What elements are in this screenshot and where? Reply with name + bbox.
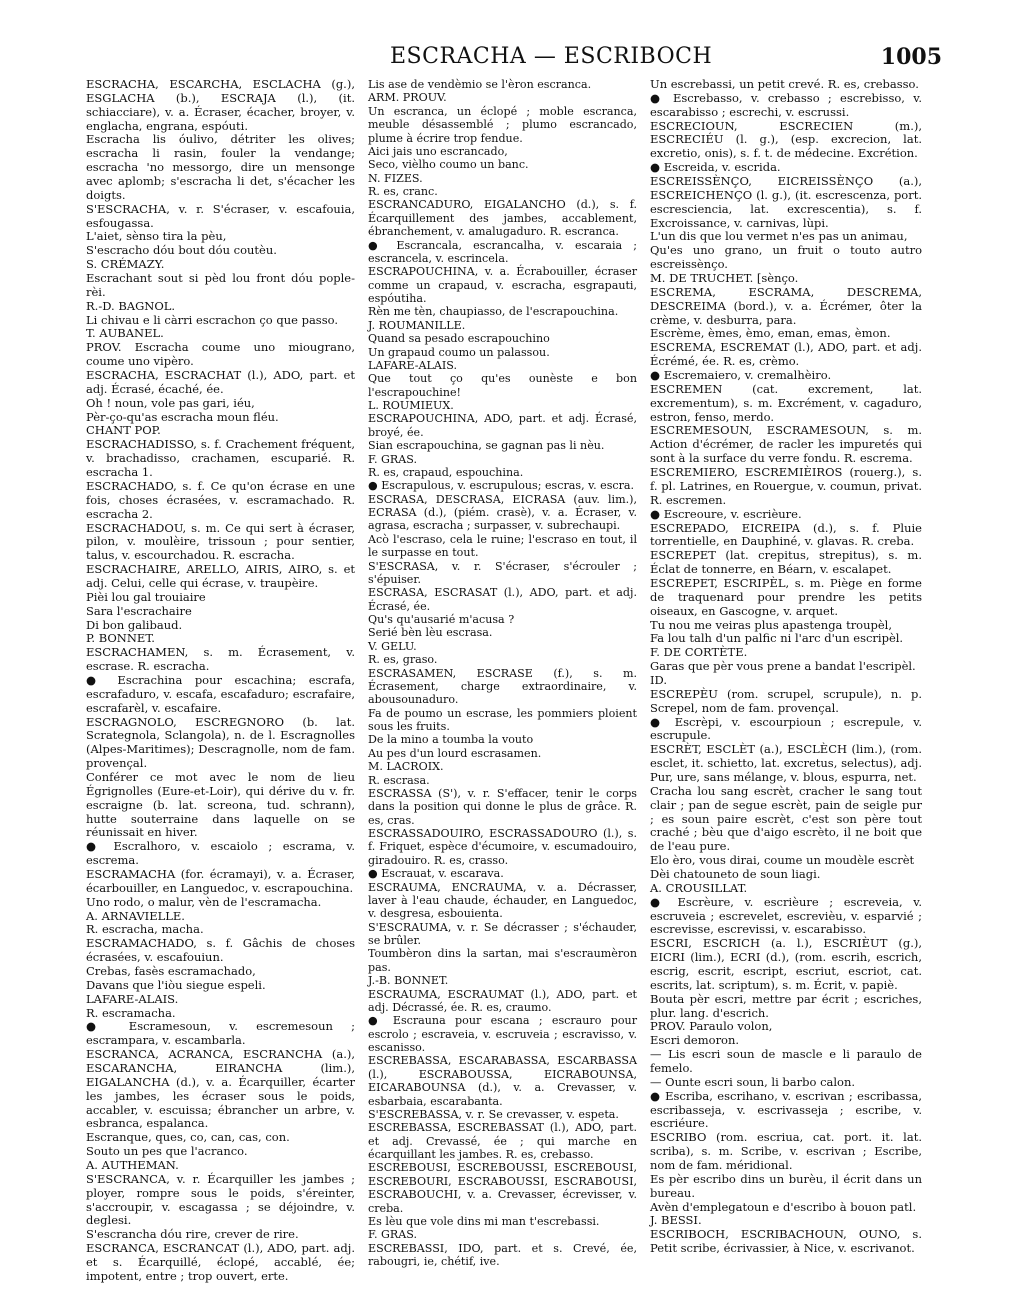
column-right <box>650 78 922 1256</box>
column-middle <box>368 78 637 1268</box>
page-header <box>0 40 1024 80</box>
running-title: ESCRACHA — ESCRIBOCH <box>390 44 713 69</box>
column-text: Lis ase de vendèmio se l'èron escranca. ARM. PROUV. Un escranca, un éclopé ; moble escranca, meuble désassemblé ; plumo escrancado, plume à écrire trop fendue. Aici jais uno escrancado, Seco, vièlho coumo un banc. N. FIZES. R. es, cranc. ESCRANCADURO, EIGALANCHO (d.), s. f. Écarquillement des jambes, accablement, ébranchement, v. amalugaduro. R. escranca. ● Escrancala, escrancalha, v. escaraia ; escrancela, v. escrincela. ESCRAPOUCHINA, v. a. Écrabouiller, écraser comme un crapaud, v. escracha, esgrapauti, espóutiha. Rèn me tèn, chaupiasso, de l'escrapouchina. J. ROUMANILLE. Quand sa pesado escrapouchino Un grapaud coumo un palassou. LAFARE-ALAIS. Que tout ço qu'es ounèste e bon l'escrapouchine! L. ROUMIEUX. ESCRAPOUCHINA, ADO, part. et adj. Écrasé, broyé, ée. Sian escrapouchina, se gagnan pas li nèu. F. GRAS. R. es, crapaud, espouchina. ● Escrapulous, v. escrupulous; escras, v. escra. ESCRASA, DESCRASA, EICRASA (auv. lim.), ECRASA (d.), (piém. crasè), v. a. Écraser, v. agrasa, escracha ; surpasser, v. subrechaupi. Acò l'escraso, cela le ruine; l'escraso en tout, il le surpasse en tout. S'ESCRASA, v. r. S'écraser, s'écrouler ; s'épuiser. ESCRASA, ESCRASAT (l.), ADO, part. et adj. Écrasé, ée. Qu's qu'ausarié m'acusa ? Serié bèn lèu escrasa. V. GELU. R. es, graso. ESCRASAMEN, ESCRASE (f.), s. m. Écrasement, charge extraordinaire, v. abousounaduro. Fa de poumo un escrase, les pommiers ploient sous les fruits. De la mino a toumba la vouto Au pes d'un lourd escrasamen. M. LACROIX. R. escrasa. ESCRASSA (S'), v. r. S'effacer, tenir le corps dans la position qui donne le plus de grâce. R. es, cras. ESCRASSADOUIRO, ESCRASSADOURO (l.), s. f. Friquet, espèce d'écumoire, v. escumadouiro, giradouiro. R. es, crasso. ● Escrauat, v. escarava. ESCRAUMA, ENCRAUMA, v. a. Décrasser, laver à l'eau chaude, échauder, en Languedoc, v. desgresa, esbouienta. S'ESCRAUMA, v. r. Se décrasser ; s'échauder, se brûler. Toumbèron dins la sartan, mai s'escraumèron pas. J.-B. BONNET. ESCRAUMA, ESCRAUMAT (l.), ADO, part. et adj. Décrassé, ée. R. es, craumo. ● Escrauna pour escana ; escrauro pour escrolo ; escraveia, v. escruveia ; escravisso, v. escanisso. ESCREBASSA, ESCARABASSA, ESCARBASSA (l.), ESCRABOUSSA, EICRABOUNSA, EICARABOUNSA (d.), v. a. Crevasser, v. esbarbaia, escarabanta. S'ESCREBASSA, v. r. Se crevasser, v. espeta. ESCREBASSA, ESCREBASSAT (l.), ADO, part. et adj. Crevassé, ée ; qui marche en écarquillant les jambes. R. es, crebasso. ESCREBOUSI, ESCREBOUSSI, ESCREBOUSI, ESCREBOURI, ESCRABOUSSI, ESCRABOUSI, ESCRABOUCHI, v. a. Crevasser, écrevisser, v. creba. Es lèu que vole dins mi man t'escrebassi. F. GRAS. ESCREBASSI, IDO, part. et s. Crevé, ée, rabougri, ie, chétif, ive. <box>368 78 637 1268</box>
page-number: 1005 <box>880 44 942 70</box>
column-left <box>86 78 355 1284</box>
column-text: ESCRACHA, ESCARCHA, ESCLACHA (g.), ESGLACHA (b.), ESCRAJA (l.), (it. schiacciare), v. a. Écraser, écacher, broyer, v. englacha, engrana, espóuti. Escracha lis óulivo, détriter les olives; escracha li rasin, fouler la vendange; escracha 'no messorgo, dire un mensonge avec aplomb; s'escracha li det, s'écacher les doigts. S'ESCRACHA, v. r. S'écraser, v. escafouia, esfougassa. L'aiet, sènso tira la pèu, S'escracho dóu bout dóu coutèu. S. CRÉMAZY. Escrachant sout si pèd lou front dóu pople-rèi. R.-D. BAGNOL. Li chivau e li càrri escrachon ço que passo. T. AUBANEL. PROV. Escracha coume uno miougrano, coume uno vipèro. ESCRACHA, ESCRACHAT (l.), ADO, part. et adj. Écrasé, écaché, ée. Oh ! noun, vole pas gari, iéu, Pèr-ço-qu'as escracha moun fléu. CHANT POP. ESCRACHADISSO, s. f. Crachement fréquent, v. brachadisso, crachamen, escuparié. R. escracha 1. ESCRACHADO, s. f. Ce qu'on écrase en une fois, choses écrasées, v. escramachado. R. escracha 2. ESCRACHADOU, s. m. Ce qui sert à écraser, pilon, v. moulèire, trissoun ; pour sentier, talus, v. escourchadou. R. escracha. ESCRACHAIRE, ARELLO, AIRIS, AIRO, s. et adj. Celui, celle qui écrase, v. traupèire. Pièi lou gal trouiaire Sara l'escrachaire Di bon galibaud. P. BONNET. ESCRACHAMEN, s. m. Écrasement, v. escrase. R. escracha. ● Escrachina pour escachina; escrafa, escrafaduro, v. escafa, escafaduro; escrafaire, escrafarèl, v. escafaire. ESCRAGNOLO, ESCREGNORO (b. lat. Scrategnola, Sclangola), n. de l. Escragnolles (Alpes-Maritimes); Descragnolle, nom de fam. provençal. Conférer ce mot avec le nom de lieu Égrignolles (Eure-et-Loir), qui dérive du v. fr. escraigne (b. lat. screona, tud. schrann), hutte souterraine dans laquelle on se réunissait en hiver. ● Escralhoro, v. escaiolo ; escrama, v. escrema. ESCRAMACHA (for. écramayi), v. a. Écraser, écarbouiller, en Languedoc, v. escrapouchina. Uno rodo, o malur, vèn de l'escramacha. A. ARNAVIELLE. R. escracha, macha. ESCRAMACHADO, s. f. Gâchis de choses écrasées, v. escafouiun. Crebas, fasès escramachado, Davans que l'iòu siegue espeli. LAFARE-ALAIS. R. escramacha. ● Escramesoun, v. escremesoun ; escrampara, v. escambarla. ESCRANCA, ACRANCA, ESCRANCHA (a.), ESCARANCHA, EIRANCHA (lim.), EIGALANCHA (d.), v. a. Écarquiller, écarter les jambes, les écraser sous le poids, accabler, v. escuissa; ébrancher un arbre, v. esbranca, espalanca. Escranque, ques, co, can, cas, con. Souto un pes que l'acranco. A. AUTHEMAN. S'ESCRANCA, v. r. Écarquiller les jambes ; ployer, rompre sous le poids, s'éreinter, s'accroupir, v. escagassa ; se déjoindre, v. deglesi. S'escrancha dóu rire, crever de rire. ESCRANCA, ESCRANCAT (l.), ADO, part. adj. et s. Écarquillé, éclopé, accablé, ée; impotent, entre ; trop ouvert, erte. <box>86 77 355 1283</box>
column-text: Un escrebassi, un petit crevé. R. es, crebasso. ● Escrebasso, v. crebasso ; escrebisso, v. escarabisso ; escrechi, v. escrussi. ESCRECIOUN, ESCRECIEN (m.), ESCRECIÉU (l. g.), (esp. excrecion, lat. excretio, onis), s. f. t. de médecine. Excrétion. ● Escreida, v. escrida. ESCREISSÈNÇO, EICREISSÈNÇO (a.), ESCREICHENÇO (l. g.), (it. escrescenza, port. escresciencia, lat. excrescentia), s. f. Excroissance, v. carnivas, lùpi. L'un dis que lou vermet n'es pas un animau, Qu'es uno grano, un fruit o touto autro escreissènço. M. DE TRUCHET. [sènço. ESCREMA, ESCRAMA, DESCREMA, DESCREIMA (bord.), v. a. Écrémer, ôter la crème, v. desburra, para. Escrème, èmes, èmo, eman, emas, èmon. ESCREMA, ESCREMAT (l.), ADO, part. et adj. Écrémé, ée. R. es, crèmo. ● Escremaiero, v. cremalhèiro. ESCREMEN (cat. excrement, lat. excrementum), s. m. Excrément, v. cagaduro, estron, fenso, merdo. ESCREMESOUN, ESCRAMESOUN, s. m. Action d'écrémer, de racler les impuretés qui sont à la surface du verre fondu. R. escrema. ESCREMIERO, ESCREMIÈIROS (rouerg.), s. f. pl. Latrines, en Rouergue, v. coumun, privat. R. escremen. ● Escreoure, v. escrièure. ESCREPADO, EICREIPA (d.), s. f. Pluie torrentielle, en Dauphiné, v. glavas. R. creba. ESCREPET (lat. crepitus, strepitus), s. m. Éclat de tonnerre, en Béarn, v. escalapet. ESCREPET, ESCRIPÈL, s. m. Piège en forme de traquenard pour prendre les petits oiseaux, en Gascogne, v. arquet. Tu nou me veiras plus apastenga troupèl, Fa lou talh d'un palfic ni l'arc d'un escripèl. F. DE CORTÈTE. Garas que pèr vous prene a bandat l'escripèl. ID. ESCREPÈU (rom. scrupel, scrupule), n. p. Screpel, nom de fam. provençal. ● Escrèpi, v. escourpioun ; escrepule, v. escrupule. ESCRÈT, ESCLÈT (a.), ESCLÈCH (lim.), (rom. esclet, it. schietto, lat. excretus, selectus), adj. Pur, ure, sans mélange, v. blous, espurra, net. Cracha lou sang escrèt, cracher le sang tout clair ; pan de segue escrèt, pain de seigle pur ; es soun paire escrèt, c'est son père tout craché ; bèu que d'aigo escrèto, il ne boit que de l'eau pure. Elo èro, vous dirai, coume un moudèle escrèt Dèi chatouneto de soun liagi. A. CROUSILLAT. ● Escrèure, v. escrièure ; escreveia, v. escruveia ; escrevelet, escrevièu, v. esparvié ; escrevisse, escrevissi, v. escarabisso. ESCRI, ESCRICH (a. l.), ESCRIÈUT (g.), EICRI (lim.), ECRI (d.), (rom. escrih, escrich, escrig, escrit, escript, escriut, escriot, cat. escrits, lat. scriptum), s. m. Écrit, v. papiè. Bouta pèr escri, mettre par écrit ; escriches, plur. lang. d'escrich. PROV. Paraulo volon, Escri demoron. — Lis escri soun de mascle e li paraulo de femelo. — Ounte escri soun, li barbo calon. ● Escriba, escrihano, v. escrivan ; escribassa, escribasseja, v. escrivasseja ; escribe, v. escriéure. ESCRIBO (rom. escriua, cat. port. it. lat. scriba), s. m. Scribe, v. escrivan ; Escribe, nom de fam. méridional. Es pèr escribo dins un burèu, il écrit dans un bureau. Avèn d'emplegatoun e d'escribo à bouon patl. J. BESSI. ESCRIBOCH, ESCRIBACHOUN, OUNO, s. Petit scribe, écrivassier, à Nice, v. escrivanot. <box>650 77 922 1256</box>
